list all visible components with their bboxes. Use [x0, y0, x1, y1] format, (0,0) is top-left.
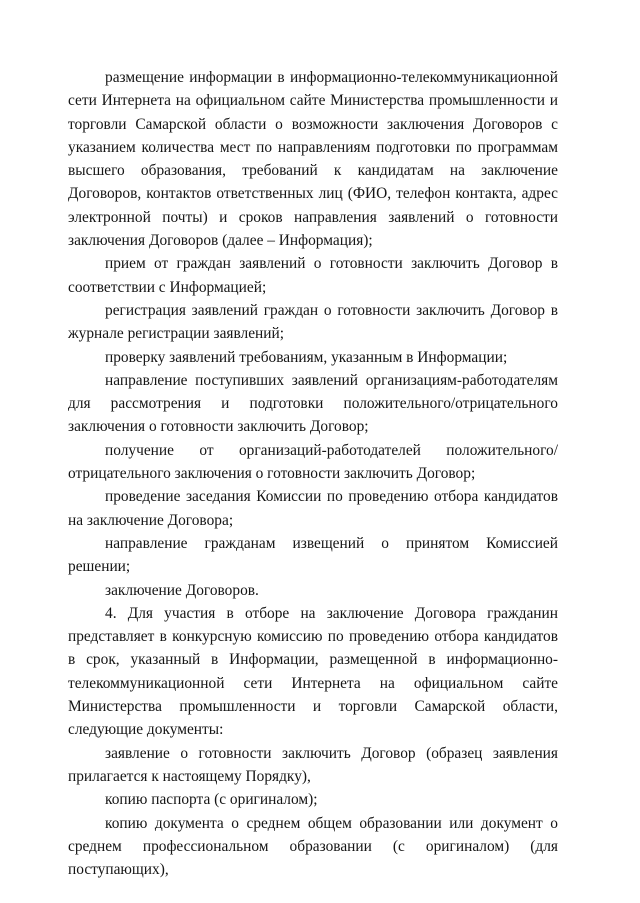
paragraph-application-form: заявление о готовности заключить Договор (образец заявления прилагается к настоящему Порядку),	[68, 744, 558, 785]
paragraph-send-to-employers: направление поступивших заявлений организациям-работодателям для рассмотрения и подготовки положительного/отрицательного заключения о готовности заключить Договор;	[68, 371, 558, 436]
paragraph-check-applications: проверку заявлений требованиям, указанным в Информации;	[105, 348, 508, 366]
paragraph-accept-applications: прием от граждан заявлений о готовности заключить Договор в соответствии с Информацией;	[68, 255, 558, 296]
paragraph-receive-conclusions: получение от организаций-работодателей положительного/ отрицательного заключения о готовности заключить Договор;	[68, 441, 558, 483]
paragraph-commission-meeting: проведение заседания Комиссии по проведению отбора кандидатов на заключение Договора;	[68, 488, 558, 529]
paragraph-info-placement: размещение информации в информационно-телекоммуникационной сети Интернета на официальном сайте Министерства промышленности и торговли Самарской области о возможности заключения Договоров с указанием количества мест по направлениям подготовки по программам высшего образования, требований к кандидатам на заключение Договоров, контактов ответственных лиц (ФИО, телефон контакта, адрес электронной почты) и сроков направления заявлений о готовности заключения Договоров (далее – Информация);	[68, 69, 558, 250]
paragraph-notify-citizens: направление гражданам извещений о принятом Комиссией решении;	[68, 534, 558, 576]
paragraph-passport-copy: копию паспорта (с оригиналом);	[105, 791, 318, 809]
document-page	[68, 66, 558, 881]
paragraph-register-applications: регистрация заявлений граждан о готовности заключить Договор в журнале регистрации заявлений;	[68, 301, 558, 343]
paragraph-conclude-contracts: заключение Договоров.	[105, 581, 259, 599]
paragraph-education-document: копию документа о среднем общем образовании или документ о среднем профессиональном образовании (с оригиналом) (для поступающих),	[68, 814, 558, 879]
paragraph-item-4: 4. Для участия в отборе на заключение Договора гражданин представляет в конкурсную комиссию по проведению отбора кандидатов в срок, указанный в Информации, размещенной в информационно-телекоммуникационной сети Интернета на официальном сайте Министерства промышленности и торговли Самарской области, следующие документы:	[68, 604, 558, 739]
